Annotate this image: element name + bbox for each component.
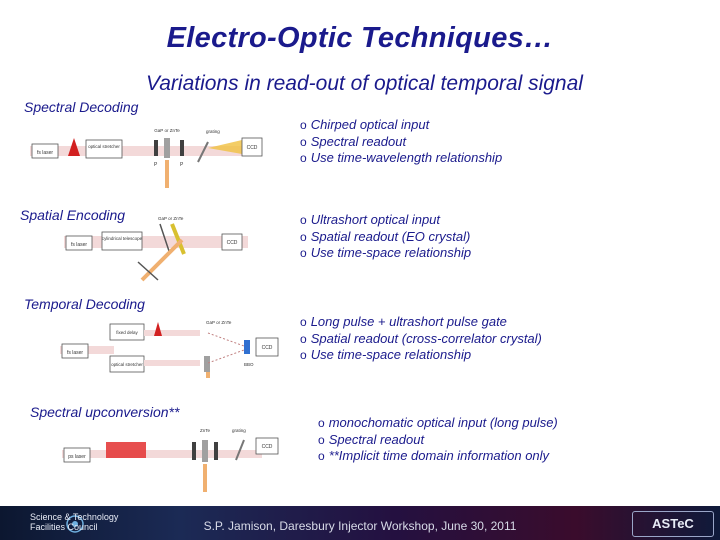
beam-path — [144, 330, 200, 336]
spectral-decoding-diagram — [28, 118, 278, 190]
bullet-item: o monochomatic optical input (long pulse) — [318, 415, 558, 430]
pulse-shape — [106, 442, 146, 458]
delay-label: fixed delay — [116, 330, 138, 335]
temporal-decoding-diagram — [58, 316, 288, 378]
laser-label: fs laser — [66, 350, 84, 356]
ccd-label: CCD — [261, 345, 273, 351]
stfc-logo-text — [30, 512, 118, 532]
crystal — [204, 356, 210, 372]
astec-logo: ASTeC — [632, 511, 714, 537]
telescope-label: cylindrical telescope — [101, 236, 143, 241]
bullet-item: o Spatial readout (cross-correlator crystal) — [300, 330, 542, 346]
bullet-item: o Long pulse + ultrashort pulse gate — [300, 314, 507, 329]
bullet-item: o Spectral readout — [300, 133, 407, 149]
bullet-item: o Use time-wavelength relationship — [300, 150, 503, 165]
section-label-spatial-encoding: Spatial Encoding — [20, 207, 126, 223]
crystal — [164, 138, 170, 158]
polarizer-label: P — [180, 162, 184, 168]
bullet-item: o Chirped optical input — [300, 117, 430, 132]
crystal — [202, 440, 208, 462]
slide-subtitle: Variations in read-out of optical temporal signal — [146, 72, 583, 95]
bullet-item: o Spectral readout — [318, 431, 425, 447]
section-label-spectral-decoding: Spectral Decoding — [24, 99, 139, 115]
slide-title: Electro-Optic Techniques… — [166, 22, 554, 54]
bullet-item: o Ultrashort optical input — [300, 212, 441, 227]
bullet-list-spectral-decoding — [300, 117, 502, 167]
polarizer — [180, 140, 184, 156]
stretcher-label: optical stretcher — [88, 144, 120, 149]
logo-line: Facilities Council — [30, 522, 98, 532]
bullet-list-temporal-decoding — [300, 314, 542, 364]
crystal-label: GaP or ZnTe — [206, 320, 232, 325]
beam-path — [208, 333, 244, 346]
crystal-label: GaP or ZnTe — [154, 128, 180, 133]
crystal-label: GaP or ZnTe — [158, 216, 184, 221]
logo-line: Science & Technology — [30, 512, 119, 522]
polarizer — [154, 140, 158, 156]
telescope-box — [102, 232, 142, 250]
bullet-item: o Use time-space relationship — [300, 245, 472, 260]
crystal-label: ZnTe — [200, 428, 211, 433]
footer-text: S.P. Jamison, Daresbury Injector Workshop, June 30, 2011 — [203, 519, 517, 533]
bullet-item: o Spatial readout (EO crystal) — [300, 228, 471, 244]
bullet-item: o **Implicit time domain information only — [318, 448, 550, 463]
spectral-upconversion-diagram — [60, 420, 285, 494]
beam-path — [62, 450, 262, 458]
spatial-encoding-diagram — [62, 210, 272, 282]
stretcher-label: optical stretcher — [111, 362, 143, 367]
laser-label: fs laser — [36, 150, 54, 156]
grating-label: grating — [232, 428, 246, 433]
grating-label: grating — [206, 129, 220, 134]
laser-label: fs laser — [70, 242, 88, 248]
ccd-label: CCD — [246, 145, 258, 151]
polarizer — [192, 442, 196, 460]
bullet-list-spatial-encoding — [300, 212, 471, 262]
beam-path — [208, 350, 244, 363]
ccd-label: CCD — [226, 240, 238, 246]
bullet-list-spectral-upconversion — [318, 415, 558, 465]
section-label-spectral-upconversion: Spectral upconversion** — [30, 404, 180, 420]
bbo-crystal — [244, 340, 250, 354]
beam-path — [144, 360, 200, 366]
pulse-shape — [154, 322, 162, 336]
ccd-label: CCD — [261, 444, 273, 450]
polarizer-label: P — [154, 162, 158, 168]
section-label-temporal-decoding: Temporal Decoding — [24, 296, 145, 312]
polarizer — [214, 442, 218, 460]
laser-label: ps laser — [68, 454, 86, 460]
stretcher-box — [86, 140, 122, 158]
bbo-label: BBO — [244, 362, 254, 367]
bullet-item: o Use time-space relationship — [300, 347, 472, 362]
